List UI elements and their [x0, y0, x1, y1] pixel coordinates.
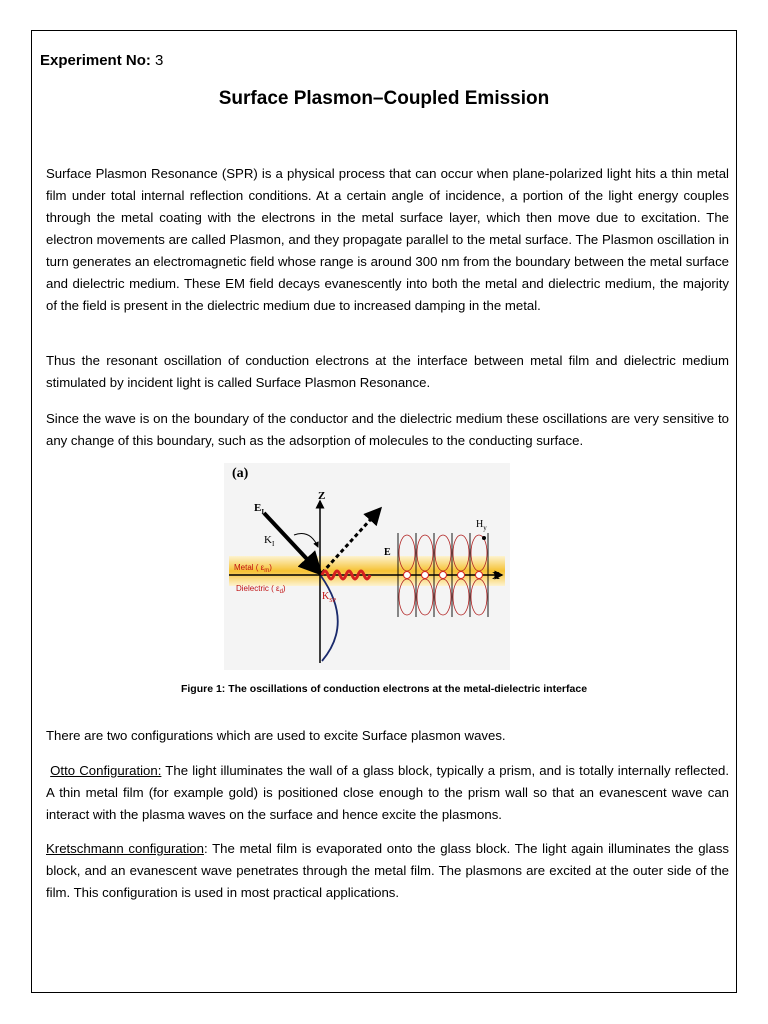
page-title: Surface Plasmon–Coupled Emission	[218, 88, 550, 109]
paragraph-boundary-sensitivity: Since the wave is on the boundary of the conductor and the dielectric medium these oscillations are very sensitive to any change of this boundary, such as the adsorption of molecules to the conducting surface.	[46, 411, 729, 448]
kretschmann-configuration-label: Kretschmann configuration	[46, 841, 204, 856]
metal-label: Metal ( $\varepsilon_m$)	[234, 563, 272, 574]
ksp-label: $K_{SP}$	[322, 591, 336, 604]
kretschmann-colon: :	[203, 841, 208, 856]
incident-e-label: $E_I$	[254, 502, 265, 516]
otto-configuration-label: Otto Configuration:	[50, 763, 162, 778]
paragraph-resonance-definition: Thus the resonant oscillation of conduction electrons at the interface between metal film and dielectric medium stimulated by incident light is called Surface Plasmon Resonance.	[46, 353, 729, 390]
x-axis-label: X	[492, 570, 500, 582]
paragraph-otto-configuration	[46, 760, 729, 826]
paragraph-configurations-intro: There are two configurations which are used to excite Surface plasmon waves.	[46, 728, 506, 743]
hy-dot	[482, 536, 486, 540]
spr-figure	[224, 463, 510, 670]
hy-label: $H_y$	[476, 519, 487, 532]
z-axis-label: Z	[318, 490, 326, 502]
figure-caption: Figure 1: The oscillations of conduction electrons at the metal-dielectric interface	[180, 683, 588, 695]
experiment-label: Experiment No:	[40, 52, 151, 69]
paragraph-kretschmann-configuration	[46, 838, 729, 904]
e-field-label: E	[384, 547, 391, 558]
paragraph-spr-intro: Surface Plasmon Resonance (SPR) is a physical process that can occur when plane-polarized light hits a thin metal film under total internal reflection conditions. At a certain angle of incidence, a portion of the light energy couples through the metal coating with the electrons in the metal surface layer, which then move due to excitation. The electron movements are called Plasmon, and they propagate parallel to the metal surface. The Plasmon oscillation in turn generates an electromagnetic field whose range is around 300 nm from the boundary between the metal surface and dielectric medium. These EM field decays evanescently into both the metal and dielectric medium, the majority of the field is present in the dielectric medium due to increased damping in the metal.	[46, 166, 729, 313]
incident-k-label: $K_I$	[264, 534, 275, 548]
experiment-heading	[40, 52, 163, 69]
experiment-number: 3	[155, 52, 164, 69]
kretschmann-configuration-text: The metal film is evaporated onto the glass block. The light again illuminates the glass block, and an evanescent wave penetrates through the metal film. The plasmons are excited at the outer side of the film. This configuration is used in most practical applications.	[46, 841, 730, 900]
otto-configuration-text: The light illuminates the wall of a glass block, typically a prism, and is totally internally reflected. A thin metal film (for example gold) is positioned close enough to the prism wall so that an evanescent wave can interact with the plasma waves on the surface and hence excite the plasmons.	[46, 763, 729, 822]
panel-label: (a)	[232, 466, 249, 481]
dielectric-label: Dielectric ( $\varepsilon_d$)	[236, 584, 286, 595]
